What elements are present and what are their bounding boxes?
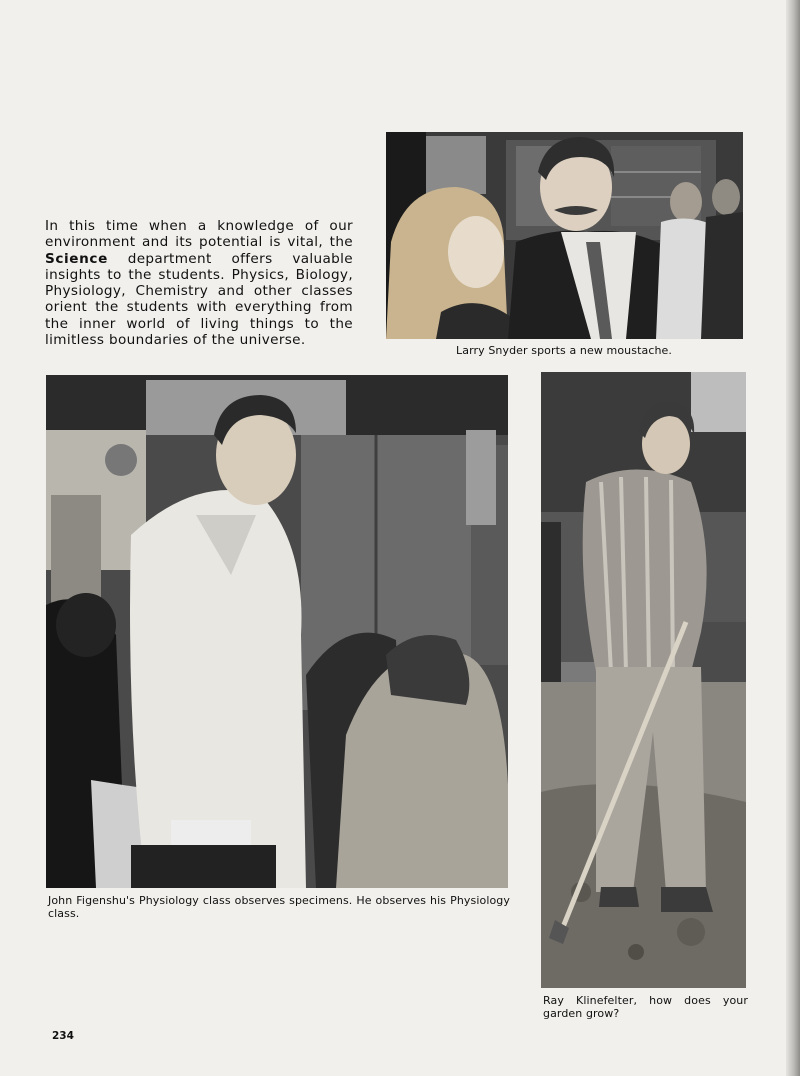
intro-text-end: department offers valuable insights to the students. Physics, Biology, Physiology, Chemistry and other classes orient the students with everything from the inner world of living things to the limitless boundaries of the universe. (45, 250, 353, 349)
page-number: 234 (52, 1030, 74, 1042)
caption-garden: Ray Klinefelter, how does your garden grow? (543, 994, 748, 1020)
photo-larry-snyder-image (386, 132, 743, 339)
photo-physiology-class-image (46, 375, 508, 888)
photo-garden-image (541, 372, 746, 988)
photo-garden (541, 372, 746, 988)
caption-larry-snyder: Larry Snyder sports a new moustache. (456, 344, 673, 357)
intro-paragraph (45, 218, 353, 348)
intro-text-start: In this time when a knowledge of our environment and its potential is vital, the (45, 218, 353, 251)
intro-highlight-science: Science (45, 250, 108, 267)
page-gutter-shadow (786, 0, 800, 1076)
photo-larry-snyder (386, 132, 743, 339)
photo-physiology-class (46, 375, 508, 888)
caption-physiology-class: John Figenshu's Physiology class observes specimens. He observes his Physiology class. (48, 894, 510, 920)
